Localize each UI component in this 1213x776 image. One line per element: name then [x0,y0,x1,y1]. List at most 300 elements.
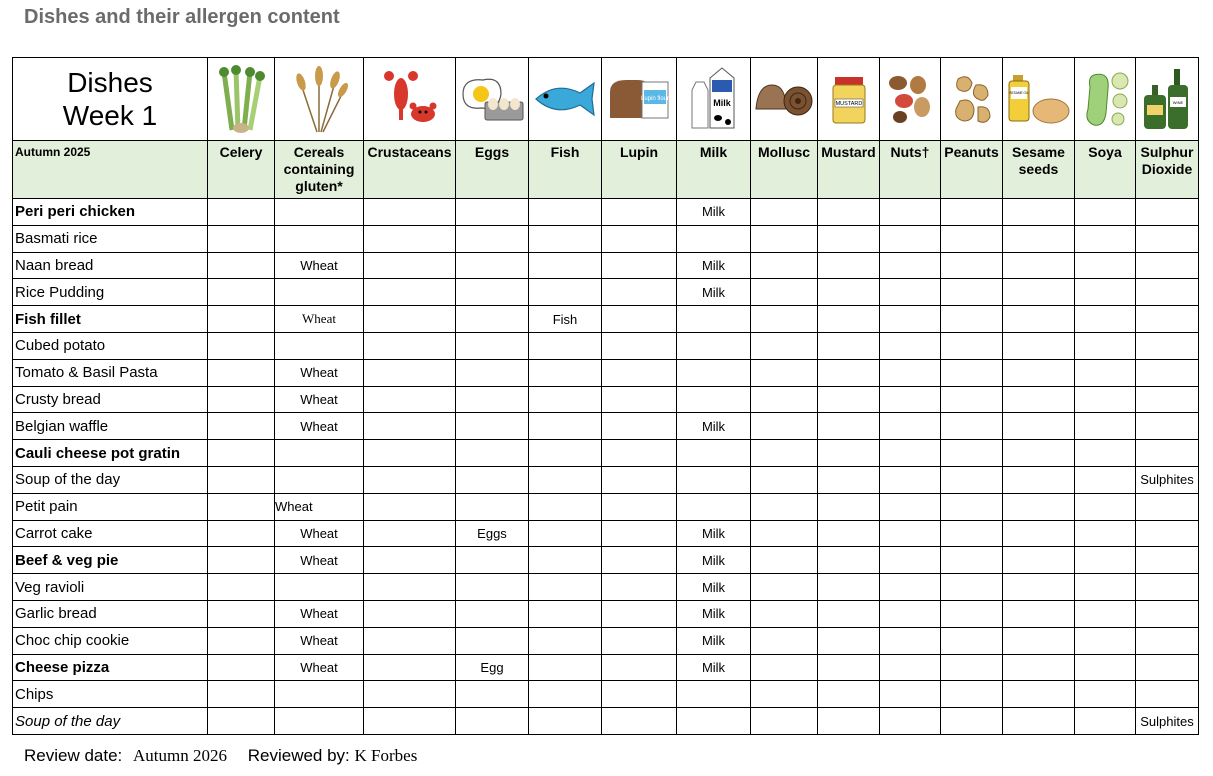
allergen-cell: Sulphites [1136,708,1199,735]
allergen-cell [1003,520,1075,547]
allergen-cell [1136,574,1199,601]
allergen-cell [818,252,880,279]
allergen-cell [880,708,941,735]
allergen-cell [880,332,941,359]
allergen-cell [1136,413,1199,440]
dish-name: Crusty bread [13,386,208,413]
peanuts-icon [948,71,996,127]
allergen-cell [364,681,456,708]
allergen-cell [208,708,275,735]
review-footer [24,746,417,766]
mustard-icon-cell [818,58,880,141]
allergen-cell [1075,627,1136,654]
dish-name: Soup of the day [13,466,208,493]
allergen-cell: Wheat [275,386,364,413]
allergen-cell [1136,654,1199,681]
allergen-cell [602,493,677,520]
allergen-cell [880,199,941,226]
allergen-cell [1003,440,1075,467]
column-header-mollusc: Mollusc [751,141,818,199]
allergen-cell: Milk [677,627,751,654]
allergen-cell [456,708,529,735]
allergen-cell [208,413,275,440]
allergen-cell [602,225,677,252]
allergen-cell [456,252,529,279]
allergen-cell: Wheat [275,252,364,279]
allergen-cell [602,306,677,333]
table-row [13,493,1199,520]
allergen-cell [818,386,880,413]
allergen-cell [456,225,529,252]
allergen-cell [751,359,818,386]
celery-icon-cell [208,58,275,141]
allergen-cell [275,440,364,467]
table-row [13,440,1199,467]
sesame-icon [1007,73,1071,125]
table-row [13,199,1199,226]
allergen-cell [941,359,1003,386]
allergen-cell [751,199,818,226]
column-header-sesame: Sesame seeds [1003,141,1075,199]
allergen-cell [364,654,456,681]
allergen-cell [1136,386,1199,413]
nuts-icon [884,71,936,127]
allergen-cell [941,413,1003,440]
allergen-cell [456,386,529,413]
soya-icon [1080,69,1130,129]
allergen-cell: Milk [677,413,751,440]
allergen-cell [880,520,941,547]
allergen-cell [818,225,880,252]
table-row [13,252,1199,279]
allergen-cell [1075,306,1136,333]
allergen-cell: Egg [456,654,529,681]
dish-name: Naan bread [13,252,208,279]
dish-name: Chips [13,681,208,708]
icon-row [13,58,1199,141]
allergen-cell [1003,654,1075,681]
table-row [13,654,1199,681]
allergen-cell [818,493,880,520]
allergen-cell [602,199,677,226]
allergen-cell [751,654,818,681]
allergen-cell [456,359,529,386]
allergen-cell [602,654,677,681]
allergen-cell [602,574,677,601]
allergen-cell [880,466,941,493]
nuts-icon-cell [880,58,941,141]
allergen-cell [364,359,456,386]
allergen-cell [529,199,602,226]
dish-name: Peri peri chicken [13,199,208,226]
column-header-nuts: Nuts† [880,141,941,199]
allergen-cell [751,225,818,252]
allergen-cell: Wheat [275,306,364,333]
allergen-cell [1003,681,1075,708]
dish-name: Cauli cheese pot gratin [13,440,208,467]
allergen-cell [208,520,275,547]
table-row [13,413,1199,440]
allergen-cell: Milk [677,654,751,681]
allergen-cell [364,627,456,654]
allergen-cell [1136,493,1199,520]
allergen-cell [880,306,941,333]
wine-icon-label: WINE [1172,100,1184,105]
allergen-cell [529,252,602,279]
allergen-cell [1136,332,1199,359]
allergen-cell [208,600,275,627]
allergen-cell: Milk [677,547,751,574]
column-header-mustard: Mustard [818,141,880,199]
allergen-cell [275,708,364,735]
allergen-cell [941,386,1003,413]
table-row [13,520,1199,547]
allergen-cell [880,681,941,708]
dish-name: Cheese pizza [13,654,208,681]
table-row [13,359,1199,386]
allergen-cell [364,708,456,735]
allergen-cell [456,306,529,333]
allergen-cell [751,520,818,547]
mollusc-icon-cell [751,58,818,141]
allergen-cell [677,386,751,413]
sesame-icon-cell [1003,58,1075,141]
allergen-cell [941,306,1003,333]
allergen-cell: Milk [677,520,751,547]
allergen-cell [364,493,456,520]
milk-icon [688,66,740,132]
allergen-cell [1075,493,1136,520]
allergen-cell [456,574,529,601]
allergen-cell: Milk [677,199,751,226]
column-header-fish: Fish [529,141,602,199]
allergen-cell [529,681,602,708]
allergen-cell [1136,252,1199,279]
milk-icon-label: Milk [712,98,731,108]
allergen-cell [1075,520,1136,547]
allergen-cell [941,199,1003,226]
dishes-week-title [13,58,208,141]
mustard-icon [829,73,869,125]
season-label: Autumn 2025 [13,141,208,199]
allergen-cell [456,466,529,493]
allergen-cell [275,199,364,226]
allergen-cell [941,466,1003,493]
allergen-cell [529,466,602,493]
dish-name: Basmati rice [13,225,208,252]
allergen-cell [456,547,529,574]
allergen-cell [364,306,456,333]
allergen-cell [1136,440,1199,467]
allergen-cell [529,547,602,574]
dish-name: Veg ravioli [13,574,208,601]
allergen-cell [1003,225,1075,252]
allergen-cell: Wheat [275,547,364,574]
allergen-cell [364,574,456,601]
dishes-title-line1: Dishes [67,67,153,98]
eggs-icon-cell [456,58,529,141]
allergen-cell [941,627,1003,654]
allergen-cell [1136,600,1199,627]
allergen-cell: Sulphites [1136,466,1199,493]
column-header-peanuts: Peanuts [941,141,1003,199]
allergen-cell [602,359,677,386]
column-header-soya: Soya [1075,141,1136,199]
column-header-crustaceans: Crustaceans [364,141,456,199]
allergen-cell [880,654,941,681]
table-row [13,332,1199,359]
allergen-cell [941,574,1003,601]
allergen-cell: Wheat [275,520,364,547]
allergen-cell [456,199,529,226]
allergen-cell: Wheat [275,359,364,386]
allergen-cell [941,332,1003,359]
allergen-cell [677,225,751,252]
allergen-cell [1003,574,1075,601]
allergen-cell [529,332,602,359]
allergen-cell [208,627,275,654]
allergen-cell [751,413,818,440]
allergen-cell [1136,627,1199,654]
eggs-icon [457,72,527,126]
allergen-cell [602,440,677,467]
allergen-cell [1075,359,1136,386]
allergen-cell [677,332,751,359]
reviewed-by-label: Reviewed by: [247,746,350,765]
sulphur-dioxide-icon-cell [1136,58,1199,141]
allergen-cell [1075,279,1136,306]
dish-name: Soup of the day [13,708,208,735]
allergen-cell [1136,681,1199,708]
wheat-icon-cell [275,58,364,141]
table-row [13,225,1199,252]
allergen-cell [880,359,941,386]
allergen-cell [602,279,677,306]
allergen-cell [275,279,364,306]
allergen-cell [818,440,880,467]
allergen-cell [818,520,880,547]
allergen-cell [208,574,275,601]
allergen-cell [1003,199,1075,226]
allergen-cell [818,359,880,386]
allergen-cell [208,466,275,493]
allergen-cell [602,547,677,574]
allergen-cell [208,306,275,333]
allergen-cell [1003,386,1075,413]
allergen-cell [1003,627,1075,654]
allergen-cell [1003,279,1075,306]
table-row [13,547,1199,574]
allergen-cell [1075,252,1136,279]
allergen-cell [456,600,529,627]
dish-name: Rice Pudding [13,279,208,306]
allergen-cell [818,600,880,627]
allergen-cell: Milk [677,252,751,279]
table-row [13,279,1199,306]
allergen-cell [275,466,364,493]
allergen-cell [677,681,751,708]
allergen-cell [1075,708,1136,735]
dish-name: Belgian waffle [13,413,208,440]
allergen-cell [880,547,941,574]
allergen-cell [364,199,456,226]
allergen-cell [751,708,818,735]
allergen-cell [1003,708,1075,735]
allergen-cell [1003,493,1075,520]
allergen-cell [1136,199,1199,226]
allergen-cell [751,466,818,493]
allergen-cell [456,413,529,440]
allergen-cell [529,493,602,520]
dish-name: Petit pain [13,493,208,520]
column-header-eggs: Eggs [456,141,529,199]
sesame-icon-label: SESAME OIL [1008,91,1029,95]
allergen-cell [677,440,751,467]
allergen-cell [529,225,602,252]
allergen-cell: Eggs [456,520,529,547]
allergen-cell [275,574,364,601]
allergen-cell [529,627,602,654]
allergen-cell [941,708,1003,735]
dish-name: Carrot cake [13,520,208,547]
allergen-cell [1003,547,1075,574]
allergen-cell [1075,654,1136,681]
allergen-cell [1075,547,1136,574]
allergen-cell [880,440,941,467]
allergen-cell: Wheat [275,493,364,520]
allergen-cell [1075,466,1136,493]
allergen-cell [529,440,602,467]
allergen-cell [941,654,1003,681]
allergen-cell [1075,199,1136,226]
allergen-cell [1003,252,1075,279]
allergen-cell [529,359,602,386]
allergen-cell [364,413,456,440]
fish-icon [532,77,598,121]
crustaceans-icon-cell [364,58,456,141]
allergen-cell [1075,600,1136,627]
allergen-cell [1136,279,1199,306]
allergen-cell [1075,574,1136,601]
allergen-cell: Wheat [275,654,364,681]
allergen-cell [941,440,1003,467]
lupin-icon-label: Lupin flour [640,96,670,102]
allergen-cell [818,681,880,708]
allergen-cell [529,413,602,440]
review-date-value: Autumn 2026 [133,746,227,765]
allergen-cell [1003,359,1075,386]
allergen-cell [208,440,275,467]
allergen-cell [751,547,818,574]
table-row [13,600,1199,627]
allergen-cell [529,708,602,735]
table-row [13,386,1199,413]
allergen-cell [364,520,456,547]
allergen-cell [880,413,941,440]
allergen-cell [751,306,818,333]
allergen-cell [941,681,1003,708]
allergen-cell [1003,466,1075,493]
allergen-cell [818,574,880,601]
allergen-cell [941,520,1003,547]
wheat-icon [289,64,349,134]
allergen-cell [602,681,677,708]
allergen-cell [208,199,275,226]
allergen-cell [880,225,941,252]
column-header-milk: Milk [677,141,751,199]
mollusc-icon [752,79,816,119]
allergen-cell [364,547,456,574]
allergen-cell [751,681,818,708]
allergen-cell [456,332,529,359]
allergen-cell [751,252,818,279]
allergen-cell [602,520,677,547]
allergen-cell [1075,413,1136,440]
column-header-celery: Celery [208,141,275,199]
allergen-cell [1075,440,1136,467]
allergen-cell [364,279,456,306]
allergen-cell [818,708,880,735]
allergen-cell [602,386,677,413]
allergen-cell [941,279,1003,306]
dish-name: Choc chip cookie [13,627,208,654]
allergen-cell [677,306,751,333]
allergen-cell [880,252,941,279]
table-row [13,708,1199,735]
column-header-lupin: Lupin [602,141,677,199]
allergen-cell [1136,520,1199,547]
allergen-cell [818,306,880,333]
allergen-cell [1075,332,1136,359]
allergen-cell [602,466,677,493]
allergen-cell [529,386,602,413]
allergen-cell [677,708,751,735]
table-row [13,466,1199,493]
allergen-cell [880,386,941,413]
allergen-cell [751,332,818,359]
allergen-cell [818,654,880,681]
allergen-cell [1075,681,1136,708]
allergen-cell [456,681,529,708]
allergen-cell [208,681,275,708]
allergen-cell [1075,225,1136,252]
allergen-cell [275,681,364,708]
allergen-cell [1075,386,1136,413]
allergen-cell [364,600,456,627]
allergen-cell [677,493,751,520]
allergen-cell [941,225,1003,252]
crustaceans-icon [379,68,441,130]
allergen-cell [751,440,818,467]
fish-icon-cell [529,58,602,141]
allergen-cell [1003,306,1075,333]
allergen-cell [818,627,880,654]
allergen-cell [208,359,275,386]
allergen-cell [1136,547,1199,574]
allergen-cell [529,574,602,601]
allergen-cell: Wheat [275,600,364,627]
column-header-sulphur-dioxide: Sulphur Dioxide [1136,141,1199,199]
allergen-cell [1003,332,1075,359]
allergen-cell [529,520,602,547]
allergen-cell [456,627,529,654]
allergen-cell [364,332,456,359]
allergen-cell [1003,600,1075,627]
allergen-cell [1136,306,1199,333]
dish-name: Beef & veg pie [13,547,208,574]
allergen-cell [880,627,941,654]
allergen-cell [818,466,880,493]
